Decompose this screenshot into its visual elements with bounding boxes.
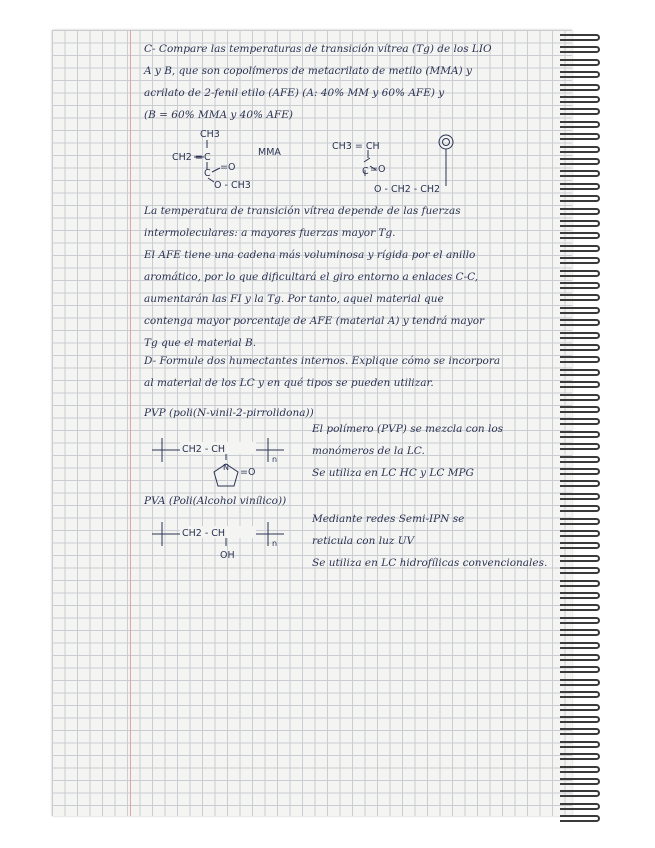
spiral-coil (560, 741, 600, 748)
section-c-answer-line-3: El AFE tiene una cadena más voluminosa y rígida por el anillo (144, 249, 476, 261)
spiral-coil (560, 294, 600, 301)
spiral-coil (560, 803, 600, 810)
svg-text:CH2 =: CH2 = (172, 152, 203, 163)
spiral-coil (560, 34, 600, 41)
section-d-question-line-2: al material de los LC y en qué tipos se pueden utilizar. (144, 377, 434, 389)
spiral-coil (560, 195, 600, 202)
spiral-coil (560, 480, 600, 487)
spiral-coil (560, 815, 600, 822)
spiral-coil (560, 493, 600, 500)
spiral-coil (560, 71, 600, 78)
pvp-note-line-2: monómeros de la LC. (312, 445, 425, 457)
spiral-coil (560, 555, 600, 562)
section-c-answer-line-7: Tg que el material B. (144, 337, 257, 349)
spiral-coil (560, 704, 600, 711)
spiral-coil (560, 728, 600, 735)
section-c-question-line-1: C- Compare las temperaturas de transición vítrea (Tg) de los LIO (144, 43, 492, 55)
svg-text:n: n (272, 455, 278, 464)
spiral-coil (560, 46, 600, 53)
spiral-coil (560, 580, 600, 587)
section-c-question-line-4: (B = 60% MMA y 40% AFE) (144, 109, 293, 121)
spiral-coil (560, 282, 600, 289)
svg-text:C: C (204, 152, 211, 163)
section-d-question-line-1: D- Formule dos humectantes internos. Explique cómo se incorpora (144, 355, 501, 367)
mma-label: MMA (258, 147, 281, 158)
spiral-coil (560, 121, 600, 128)
spiral-coil (560, 332, 600, 339)
spiral-coil (560, 381, 600, 388)
spiral-coil (560, 59, 600, 66)
svg-text:N: N (223, 463, 229, 472)
spiral-coil (560, 604, 600, 611)
section-c-question-line-2: A y B, que son copolímeros de metacrilato de metilo (MMA) y (144, 65, 472, 77)
spiral-coil (560, 146, 600, 153)
spiral-coil (560, 344, 600, 351)
pvp-note-line-1: El polímero (PVP) se mezcla con los (312, 423, 504, 435)
spiral-coil (560, 183, 600, 190)
svg-text:CH2 - CH: CH2 - CH (182, 444, 226, 455)
spiral-coil (560, 232, 600, 239)
section-c-question-line-3: acrilato de 2-fenil etilo (AFE) (A: 40% MM y 60% AFE) y (144, 87, 445, 99)
pva-note-line-2: reticula con luz UV (312, 535, 415, 547)
afe-structure (322, 130, 512, 200)
section-c-answer-line-1: La temperatura de transición vítrea depende de las fuerzas (144, 205, 461, 217)
svg-text:CH2 - CH: CH2 - CH (182, 528, 226, 539)
svg-text:C: C (204, 168, 211, 179)
spiral-coil (560, 257, 600, 264)
spiral-coil (560, 629, 600, 636)
spiral-coil (560, 542, 600, 549)
spiral-coil (560, 456, 600, 463)
svg-text:=O: =O (220, 162, 236, 173)
spiral-coil (560, 220, 600, 227)
spiral-coil (560, 158, 600, 165)
spiral-coil (560, 592, 600, 599)
pva-title: PVA (Poli(Alcohol vinílico)) (144, 495, 287, 507)
spiral-coil (560, 170, 600, 177)
spiral-coil (560, 406, 600, 413)
pvp-title: PVP (poli(N-vinil-2-pirrolidona)) (144, 407, 314, 419)
spiral-coil (560, 530, 600, 537)
spiral-coil (560, 716, 600, 723)
svg-text:O - CH3: O - CH3 (214, 180, 251, 191)
spiral-coil (560, 307, 600, 314)
spiral-coil (560, 443, 600, 450)
section-c-answer-line-5: aumentarán las FI y la Tg. Por tanto, aquel material que (144, 293, 444, 305)
spiral-coil (560, 431, 600, 438)
pva-note-line-3: Se utiliza en LC hidrofílicas convencionales. (312, 557, 548, 569)
margin-line (130, 30, 131, 816)
spiral-coil (560, 369, 600, 376)
pvp-note-line-3: Se utiliza en LC HC y LC MPG (312, 467, 474, 479)
svg-text:=O: =O (240, 467, 256, 478)
pva-note-line-1: Mediante redes Semi-IPN se (312, 513, 465, 525)
svg-text:CH3 = CH: CH3 = CH (332, 141, 380, 152)
spiral-coil (560, 617, 600, 624)
spiral-coil (560, 778, 600, 785)
spiral-coil (560, 208, 600, 215)
section-c-answer-line-6: contenga mayor porcentaje de AFE (material A) y tendrá mayor (144, 315, 485, 327)
spiral-coil (560, 753, 600, 760)
spiral-coil (560, 567, 600, 574)
mma-structure (152, 126, 302, 196)
spiral-binding (560, 30, 600, 820)
spiral-coil (560, 766, 600, 773)
spiral-coil (560, 356, 600, 363)
spiral-coil (560, 84, 600, 91)
svg-text:C: C (362, 166, 369, 177)
spiral-coil (560, 679, 600, 686)
svg-text:O - CH2 - CH2: O - CH2 - CH2 (374, 184, 441, 195)
spiral-coil (560, 319, 600, 326)
spiral-coil (560, 654, 600, 661)
section-c-answer-line-4: aromático, por lo que dificultará el giro entorno a enlaces C-C, (144, 271, 479, 283)
spiral-coil (560, 245, 600, 252)
svg-text:CH3: CH3 (200, 129, 220, 140)
svg-text:=O: =O (370, 164, 386, 175)
notebook-page (52, 30, 572, 816)
spiral-coil (560, 666, 600, 673)
spiral-coil (560, 394, 600, 401)
spiral-coil (560, 133, 600, 140)
spiral-coil (560, 270, 600, 277)
svg-text:n: n (272, 539, 278, 548)
svg-text:OH: OH (220, 550, 235, 561)
section-c-answer-line-2: intermoleculares: a mayores fuerzas mayor Tg. (144, 227, 396, 239)
spiral-coil (560, 96, 600, 103)
spiral-coil (560, 505, 600, 512)
spiral-coil (560, 518, 600, 525)
spiral-coil (560, 108, 600, 115)
spiral-coil (560, 691, 600, 698)
spiral-coil (560, 468, 600, 475)
spiral-coil (560, 790, 600, 797)
spiral-coil (560, 642, 600, 649)
pva-structure (144, 514, 294, 574)
spiral-coil (560, 418, 600, 425)
